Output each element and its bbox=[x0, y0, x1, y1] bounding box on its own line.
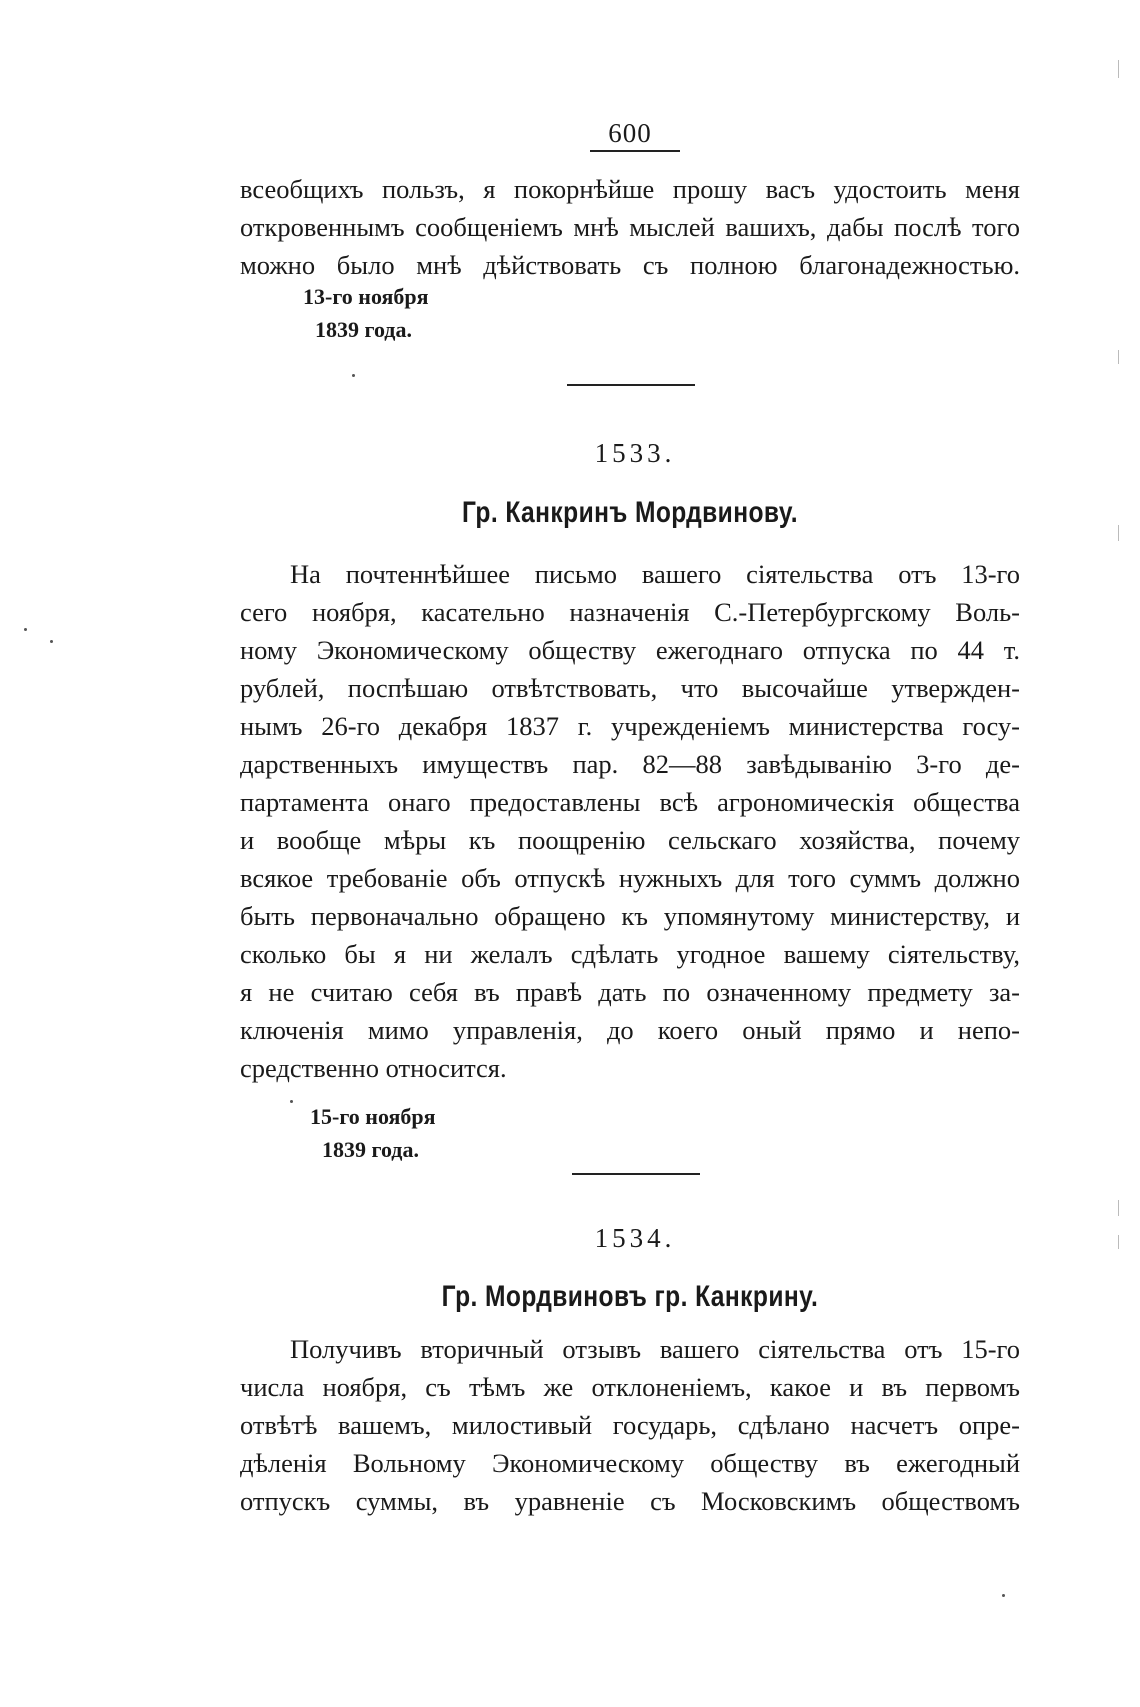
letter-heading-1534: Гр. Мордвиновъ гр. Канкрину. bbox=[441, 1280, 819, 1313]
scan-edge-mark bbox=[1118, 60, 1119, 78]
scan-speck bbox=[290, 1100, 293, 1103]
letter-heading-1533: Гр. Канкринъ Мордвинову. bbox=[461, 496, 799, 529]
text-line: сколько бы я ни желалъ сдѣлать угодное вашему сіятельству, bbox=[240, 939, 1020, 969]
text-line: откровеннымъ сообщеніемъ мнѣ мыслей вашихъ, дабы послѣ того bbox=[240, 212, 1020, 242]
letter-number-1534: 1534. bbox=[594, 1223, 676, 1253]
text-line: нымъ 26-го декабря 1837 г. учрежденіемъ министерства госу- bbox=[240, 711, 1020, 741]
scan-speck bbox=[352, 374, 355, 377]
text-line: средственно относится. bbox=[240, 1053, 507, 1083]
scan-speck bbox=[50, 640, 53, 643]
scan-edge-mark bbox=[1118, 1235, 1119, 1249]
text-line: отвѣтѣ вашемъ, милостивый государь, сдѣлано насчетъ опре- bbox=[240, 1410, 1020, 1440]
text-line: дѣленія Вольному Экономическому обществу въ ежегодный bbox=[240, 1448, 1020, 1478]
date-day: 15-го ноября bbox=[310, 1104, 436, 1129]
text-line: отпускъ суммы, въ уравненіе съ Московскимъ обществомъ bbox=[240, 1486, 1020, 1516]
scan-edge-mark bbox=[1118, 350, 1119, 364]
section-divider bbox=[572, 1173, 700, 1175]
text-line: и вообще мѣры къ поощренію сельскаго хозяйства, почему bbox=[240, 825, 1020, 855]
date-year: 1839 года. bbox=[315, 317, 412, 342]
letter-body-1533 bbox=[240, 555, 1020, 1087]
date-year: 1839 года. bbox=[322, 1137, 419, 1162]
text-line: дарственныхъ имуществъ пар. 82—88 завѣдыванію 3-го де- bbox=[240, 749, 1020, 779]
scan-speck bbox=[1002, 1594, 1005, 1597]
text-line: я не считаю себя въ правѣ дать по означенному предмету за- bbox=[240, 977, 1020, 1007]
text-line: рублей, поспѣшаю отвѣтствовать, что высочайше утвержден- bbox=[240, 673, 1020, 703]
text-line: ному Экономическому обществу ежегоднаго отпуска по 44 т. bbox=[240, 635, 1020, 665]
text-line: На почтеннѣйшее письмо вашего сіятельства отъ 13-го bbox=[290, 559, 1020, 589]
intro-date bbox=[303, 280, 429, 346]
text-line: сего ноября, касательно назначенія С.-Петербургскому Воль- bbox=[240, 597, 1020, 627]
text-line: Получивъ вторичный отзывъ вашего сіятельства отъ 15-го bbox=[290, 1334, 1020, 1364]
letter-number-1533: 1533. bbox=[594, 438, 676, 468]
text-line: числа ноября, съ тѣмъ же отклоненіемъ, какое и въ первомъ bbox=[240, 1372, 1020, 1402]
intro-paragraph bbox=[240, 170, 1020, 284]
text-line: всеобщихъ пользъ, я покорнѣйше прошу васъ удостоить меня bbox=[240, 174, 1020, 204]
page-number-underline bbox=[590, 150, 680, 152]
text-line: можно было мнѣ дѣйствовать съ полною благонадежностью. bbox=[240, 250, 1020, 280]
text-line: партамента онаго предоставлены всѣ агрономическія общества bbox=[240, 787, 1020, 817]
letter-date-1533 bbox=[310, 1100, 436, 1166]
letter-body-1534 bbox=[240, 1330, 1020, 1520]
page-number: 600 bbox=[608, 118, 652, 148]
scan-speck bbox=[24, 628, 27, 631]
date-day: 13-го ноября bbox=[303, 284, 429, 309]
section-divider bbox=[567, 384, 695, 386]
text-line: ключенія мимо управленія, до коего оный прямо и непо- bbox=[240, 1015, 1020, 1045]
scan-edge-mark bbox=[1118, 525, 1119, 541]
text-line: всякое требованіе объ отпускѣ нужныхъ для того суммъ должно bbox=[240, 863, 1020, 893]
scan-edge-mark bbox=[1118, 1200, 1119, 1216]
text-line: быть первоначально обращено къ упомянутому министерству, и bbox=[240, 901, 1020, 931]
